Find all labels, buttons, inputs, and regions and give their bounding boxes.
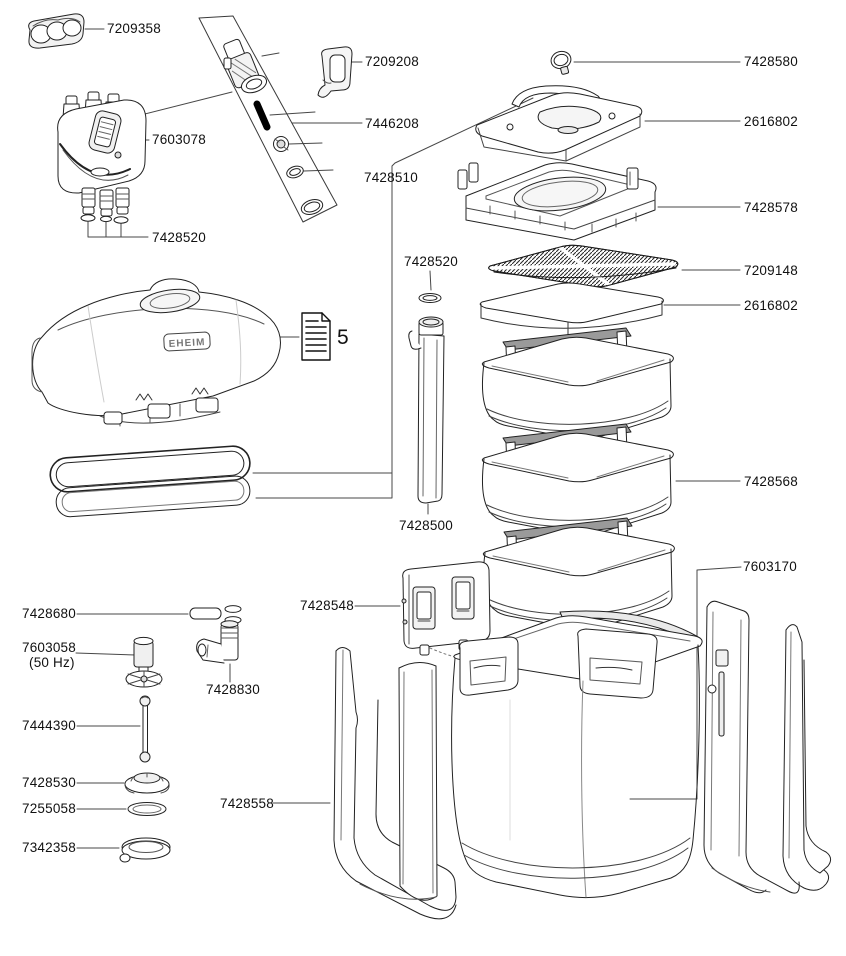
impeller-part bbox=[126, 637, 162, 687]
tap-set-group bbox=[199, 16, 337, 222]
part-label-pump-lid: 7342358 bbox=[22, 840, 76, 855]
filter-basket-1 bbox=[482, 328, 673, 440]
impeller-shaft-part bbox=[140, 696, 150, 762]
part-label-side-panel: 7428558 bbox=[220, 796, 274, 811]
prefilter-part bbox=[458, 163, 656, 240]
manual-doc-icon bbox=[302, 313, 330, 360]
pump-head-part bbox=[32, 279, 280, 426]
cover-o-ring-part bbox=[128, 803, 166, 816]
part-label-shaft: 7444390 bbox=[22, 718, 76, 733]
part-label-lid-clip: 7428580 bbox=[744, 54, 798, 69]
part-label-pump-cover: 7428530 bbox=[22, 775, 76, 790]
hose-adapter-part bbox=[58, 92, 146, 223]
part-label-intake-pipe: 7428500 bbox=[399, 518, 453, 533]
part-label-sealing-set: 7428510 bbox=[364, 170, 418, 185]
part-label-adapter: 7603078 bbox=[152, 132, 206, 147]
intake-pipe-part bbox=[409, 317, 444, 503]
part-label-top-cover: 2616802 bbox=[744, 114, 798, 129]
pipe-o-ring-part bbox=[419, 294, 441, 303]
sealing-rings-part bbox=[49, 445, 251, 518]
part-label-adapter-orings: 7428520 bbox=[152, 230, 206, 245]
right-outer-panel-part bbox=[783, 625, 831, 891]
part-label-impeller: 7603058 bbox=[22, 640, 76, 655]
part-label-filter-pad: 2616802 bbox=[744, 298, 798, 313]
right-inner-panel-part bbox=[704, 601, 799, 893]
part-label-basket: 7428568 bbox=[744, 474, 798, 489]
part-label-hose-holder: 7209358 bbox=[107, 21, 161, 36]
part-label-canister: 7603170 bbox=[743, 559, 797, 574]
clip-bracket-part bbox=[318, 47, 352, 97]
part-label-outlet-elbow: 7428830 bbox=[206, 682, 260, 697]
lattice-grate-part bbox=[489, 245, 678, 287]
pump-cover-part bbox=[125, 773, 169, 793]
filter-basket-2 bbox=[482, 424, 673, 536]
part-label-tap-set: 7446208 bbox=[365, 116, 419, 131]
filter-pad-part bbox=[480, 283, 663, 336]
lid-clip-part bbox=[549, 49, 573, 74]
part-label-shaft-orings: 7428680 bbox=[22, 606, 76, 621]
top-cover-part bbox=[476, 86, 642, 161]
canister-part bbox=[452, 611, 702, 898]
part-label-clip-bracket: 7209208 bbox=[365, 54, 419, 69]
part-label-grate: 7209148 bbox=[744, 263, 798, 278]
left-side-panel-part bbox=[334, 648, 456, 919]
part-label-pipe-oring: 7428520 bbox=[404, 254, 458, 269]
pump-lid-part bbox=[120, 838, 170, 862]
brand-text: EHEIM bbox=[168, 337, 206, 350]
part-label-clip-panel: 7428548 bbox=[300, 598, 354, 613]
part-label-cover-oring: 7255058 bbox=[22, 801, 76, 816]
part-label-impeller-freq: (50 Hz) bbox=[29, 655, 75, 670]
part-label-prefilter: 7428578 bbox=[744, 200, 798, 215]
outlet-elbow-part bbox=[197, 621, 238, 663]
manual-callout-number: 5 bbox=[337, 326, 349, 349]
hose-holder-part bbox=[29, 14, 84, 48]
